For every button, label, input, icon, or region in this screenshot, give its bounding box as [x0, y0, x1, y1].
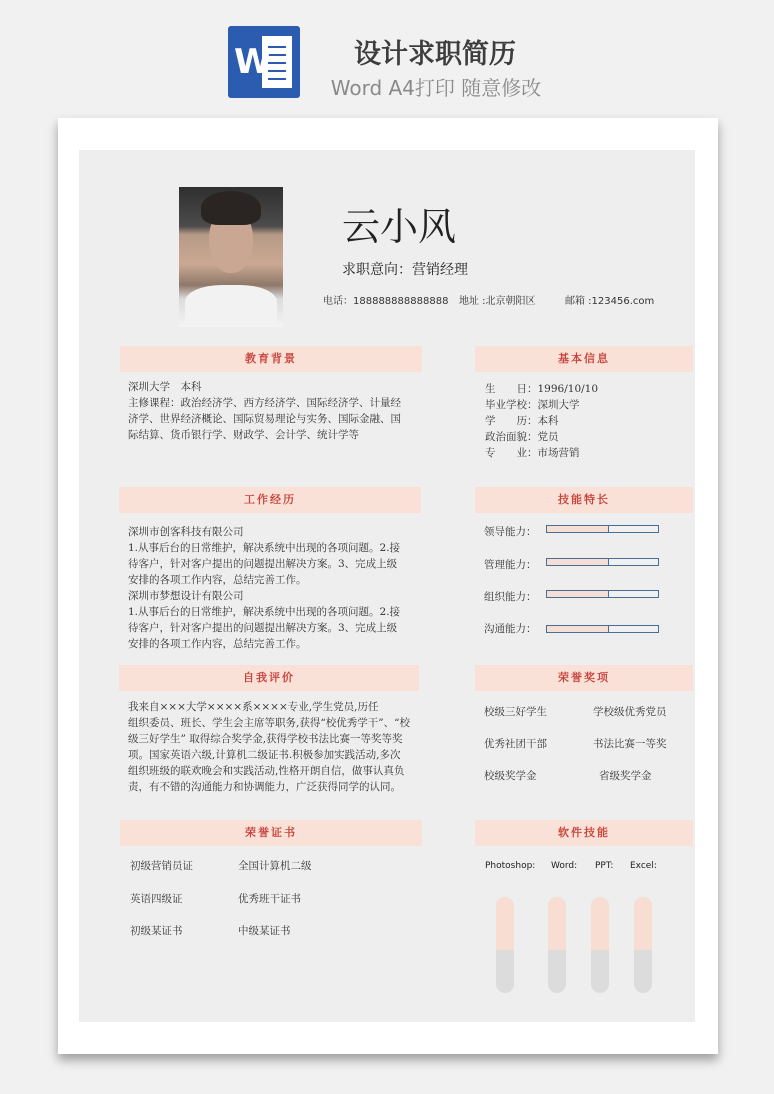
- section-certificates-header: 荣誉证书: [120, 820, 422, 846]
- contact-phone: 电话：188888888888888: [323, 296, 449, 307]
- basic-info-list: [485, 381, 685, 461]
- self-eval-line: 组织班级的联欢晚会和实践活动,性格开朗自信，做事认真负: [128, 765, 405, 777]
- skill-label: 沟通能力：: [484, 623, 537, 635]
- self-eval-line: 我来自×××大学××××系××××专业,学生党员,历任: [128, 701, 379, 713]
- work-line: 安排的各项工作内容，总结完善工作。: [128, 574, 307, 586]
- honor-item: 学校级优秀党员: [593, 706, 667, 718]
- software-level-bar: [548, 897, 566, 993]
- skill-bar: [546, 525, 659, 533]
- software-level-bar: [634, 897, 652, 993]
- software-label: Photoshop:: [485, 861, 536, 871]
- work-line: 深圳市创客科技有限公司: [128, 526, 244, 538]
- software-label: PPT:: [595, 861, 614, 871]
- basic-info-row: 学 历：本科: [485, 415, 559, 427]
- honor-item: 书法比赛一等奖: [593, 738, 667, 750]
- skill-label: 组织能力：: [484, 591, 537, 603]
- honor-item: 省级奖学金: [599, 770, 652, 782]
- certificate-item: 优秀班干证书: [238, 893, 301, 905]
- honor-item: 校级三好学生: [484, 706, 547, 718]
- self-eval-line: 组织委员、班长、学生会主席等职务,获得“校优秀学干”、“校: [128, 717, 410, 729]
- education-line: 际结算、货币银行学、财政学、会计学、统计学等: [128, 429, 359, 441]
- self-eval-line: 级三好学生” 取得综合奖学金,获得学校书法比赛一等奖等奖: [128, 733, 403, 745]
- skill-bar: [546, 590, 659, 598]
- education-line: 主修课程：政治经济学、西方经济学、国际经济学、计量经: [128, 397, 401, 409]
- certificate-item: 英语四级证: [130, 893, 183, 905]
- page-title: 设计求职简历: [354, 39, 516, 70]
- software-level-bar: [591, 897, 609, 993]
- section-honors-header: 荣誉奖项: [475, 665, 693, 691]
- software-level-bar: [496, 897, 514, 993]
- skill-bar: [546, 558, 659, 566]
- self-eval-line: 项。国家英语六级,计算机二级证书.积极参加实践活动,多次: [128, 749, 401, 761]
- education-line: 济学、世界经济概论、国际贸易理论与实务、国际金融、国: [128, 413, 401, 425]
- contact-email: 邮箱 :123456.com: [565, 296, 655, 307]
- self-eval-content: [128, 699, 428, 795]
- software-label: Word:: [551, 861, 578, 871]
- word-document-icon: [228, 26, 300, 98]
- work-line: 1.从事后台的日常维护，解决系统中出现的各项问题。2.接: [128, 542, 401, 554]
- certificate-item: 初级某证书: [130, 925, 183, 937]
- basic-info-row: 毕业学校：深圳大学: [485, 399, 580, 411]
- honor-item: 校级奖学金: [484, 770, 537, 782]
- section-education-header: 教育背景: [120, 346, 422, 372]
- work-line: 深圳市梦想设计有限公司: [128, 590, 244, 602]
- contact-address: 地址 :北京朝阳区: [459, 296, 536, 307]
- work-line: 待客户，针对客户提出的问题提出解决方案。3、完成上级: [128, 558, 398, 570]
- section-skills-header: 技能特长: [475, 487, 693, 513]
- section-work-header: 工作经历: [119, 487, 421, 513]
- education-content: [128, 379, 428, 443]
- candidate-name: 云小风: [342, 205, 457, 249]
- section-basic-info-header: 基本信息: [475, 346, 693, 372]
- section-software-header: 软件技能: [475, 820, 693, 846]
- basic-info-row: 生 日：1996/10/10: [485, 383, 599, 395]
- certificate-item: 初级营销员证: [130, 860, 193, 872]
- work-line: 安排的各项工作内容，总结完善工作。: [128, 638, 307, 650]
- job-intent: 求职意向：营销经理: [342, 262, 468, 278]
- self-eval-line: 责，有不错的沟通能力和协调能力，广泛获得同学的认同。: [128, 781, 401, 793]
- work-line: 1.从事后台的日常维护，解决系统中出现的各项问题。2.接: [128, 606, 401, 618]
- skill-bar: [546, 625, 659, 633]
- skill-label: 管理能力：: [484, 559, 537, 571]
- software-label: Excel:: [630, 861, 657, 871]
- certificate-item: 全国计算机二级: [238, 860, 312, 872]
- work-content: [128, 524, 428, 652]
- skill-label: 领导能力：: [484, 526, 537, 538]
- word-letter: W: [234, 42, 272, 82]
- page-subtitle: Word A4打印 随意修改: [330, 76, 542, 100]
- honor-item: 优秀社团干部: [484, 738, 547, 750]
- section-self-eval-header: 自我评价: [119, 665, 419, 691]
- certificate-item: 中级某证书: [238, 925, 291, 937]
- basic-info-row: 政治面貌：党员: [485, 431, 559, 443]
- profile-photo: [179, 187, 283, 327]
- education-line: 深圳大学 本科: [128, 381, 202, 393]
- basic-info-row: 专 业：市场营销: [485, 447, 580, 459]
- work-line: 待客户，针对客户提出的问题提出解决方案。3、完成上级: [128, 622, 398, 634]
